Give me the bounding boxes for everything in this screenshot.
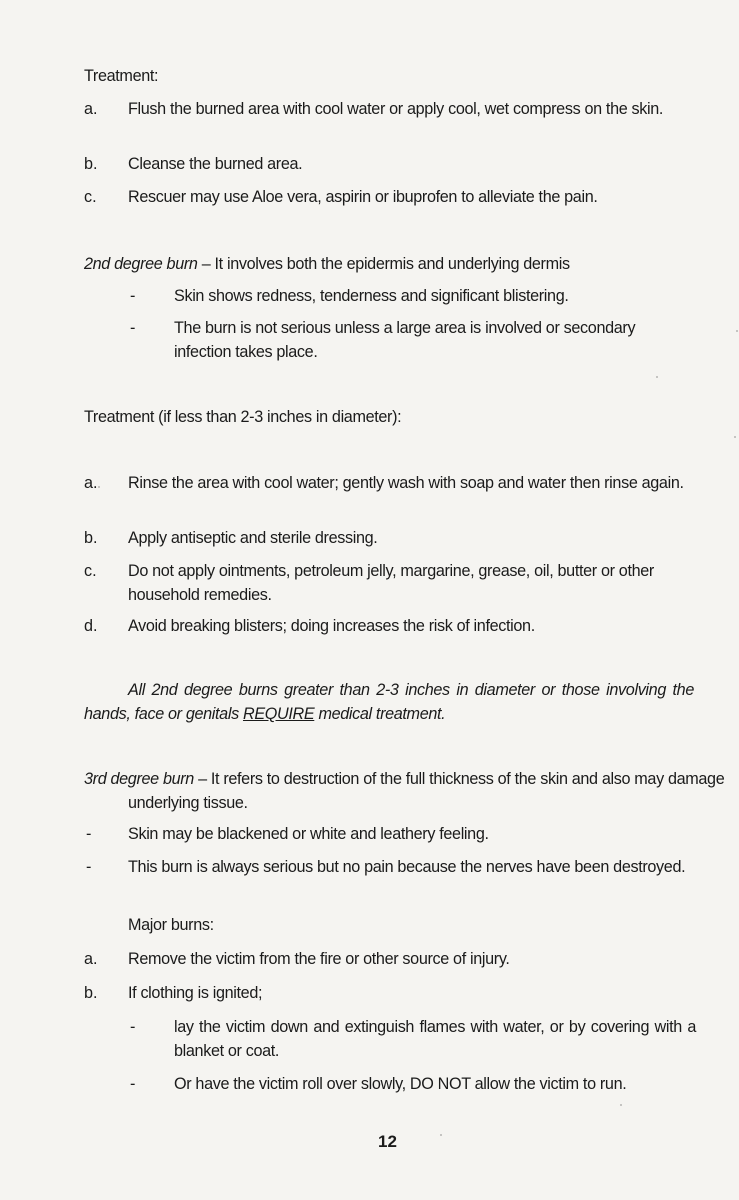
second-degree-heading [84,252,570,276]
list-item: Rescuer may use Aloe vera, aspirin or ibuprofen to alleviate the pain. [128,188,598,206]
list-marker: a. [84,950,98,968]
note-text: All 2nd degree burns greater than 2-3 inches in diameter or those involving the hands, face or genitals [84,681,694,723]
scan-speck [736,330,738,332]
treatment2-heading: Treatment (if less than 2-3 inches in diameter): [84,408,402,426]
list-item: Do not apply ointments, petroleum jelly, margarine, grease, oil, butter or other household remedies. [128,562,654,604]
scan-speck [98,486,100,488]
bullet-marker: - [86,858,92,876]
bullet-marker: - [130,287,136,305]
note-text-end: medical treatment. [314,705,446,723]
bullet-marker: - [130,1075,136,1093]
second-degree-definition: – It involves both the epidermis and underlying dermis [197,255,570,273]
second-degree-term: 2nd degree burn [84,255,198,273]
list-marker: a. [84,100,98,118]
scan-speck [734,436,736,438]
list-marker: d. [84,617,98,635]
page-number: 12 [378,1132,397,1151]
third-degree-definition: – It refers to destruction of the full thickness of the skin and also may damage underlying tissue. [128,770,725,812]
bullet-item: lay the victim down and extinguish flames with water, or by covering with a blanket or coat. [174,1018,696,1060]
list-marker: a. [84,474,98,492]
bullet-marker: - [130,1018,136,1036]
list-item: Remove the victim from the fire or other source of injury. [128,950,510,968]
medical-treatment-note [84,678,694,726]
note-emphasis: REQUIRE [242,705,315,723]
bullet-item: The burn is not serious unless a large area is involved or secondary infection takes place. [174,319,636,361]
list-item: Flush the burned area with cool water or apply cool, wet compress on the skin. [128,100,664,118]
bullet-item: This burn is always serious but no pain because the nerves have been destroyed. [128,858,686,876]
list-item: Rinse the area with cool water; gently wash with soap and water then rinse again. [128,474,684,492]
list-marker: c. [84,562,97,580]
treatment-heading: Treatment: [84,67,159,85]
third-degree-term: 3rd degree burn [84,770,194,788]
list-item: Apply antiseptic and sterile dressing. [128,529,378,547]
scan-speck [440,1134,442,1136]
list-item: Cleanse the burned area. [128,155,303,173]
list-marker: b. [84,984,98,1002]
list-marker: c. [84,188,97,206]
bullet-marker: - [130,319,136,337]
list-marker: b. [84,155,98,173]
bullet-item: Or have the victim roll over slowly, DO NOT allow the victim to run. [174,1075,627,1093]
bullet-marker: - [86,825,92,843]
bullet-item: Skin may be blackened or white and leathery feeling. [128,825,489,843]
list-item: Avoid breaking blisters; doing increases the risk of infection. [128,617,535,635]
third-degree-heading [84,767,739,815]
list-marker: b. [84,529,98,547]
major-burns-heading: Major burns: [128,916,214,934]
bullet-item: Skin shows redness, tenderness and significant blistering. [174,287,569,305]
list-item: If clothing is ignited; [128,984,263,1002]
scan-speck [656,376,658,378]
scan-speck [620,1104,622,1106]
